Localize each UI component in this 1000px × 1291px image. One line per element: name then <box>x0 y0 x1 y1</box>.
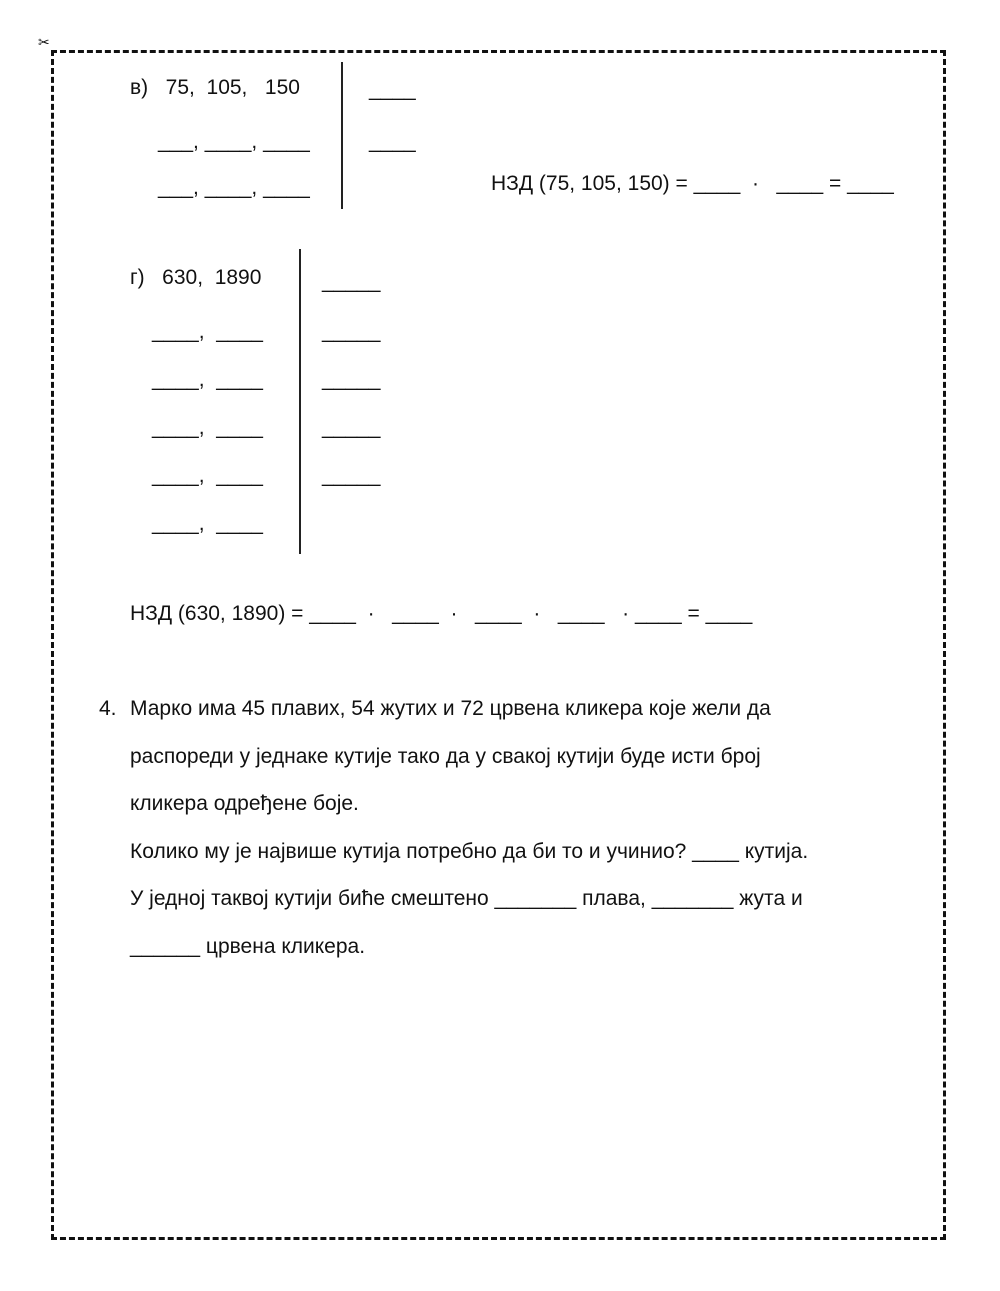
task-4-answer-line-1[interactable]: У једној таквој кутији биће смештено _______ плава, _______ жута и <box>130 887 803 910</box>
part-g-row-4[interactable]: ____, ____ <box>152 464 263 487</box>
scissors-icon: ✂ <box>38 34 50 50</box>
part-g-divisor-3[interactable]: _____ <box>322 368 381 391</box>
part-g-row-5[interactable]: ____, ____ <box>152 512 263 535</box>
part-g-divisor-2[interactable]: _____ <box>322 320 381 343</box>
part-v-gcd-equation[interactable]: НЗД (75, 105, 150) = ____ · ____ = ____ <box>491 172 894 195</box>
part-g-gcd-equation[interactable]: НЗД (630, 1890) = ____ · ____ · ____ · ____ · ____ = ____ <box>130 602 753 625</box>
part-v-divisor-2[interactable]: ____ <box>369 130 416 153</box>
part-g-row-2[interactable]: ____, ____ <box>152 368 263 391</box>
part-g-divisor-5[interactable]: _____ <box>322 464 381 487</box>
part-g-divider-line <box>299 249 301 554</box>
part-g-row-3[interactable]: ____, ____ <box>152 416 263 439</box>
task-4-line-3: кликера одређене боје. <box>130 792 359 815</box>
part-g-row-1[interactable]: ____, ____ <box>152 320 263 343</box>
part-v-row-2[interactable]: ___, ____, ____ <box>158 176 310 199</box>
task-4-question[interactable]: Колико му је највише кутија потребно да би то и учинио? ____ кутија. <box>130 840 809 863</box>
part-v-divider-line <box>341 62 343 209</box>
task-4-answer-line-2[interactable]: ______ црвена кликера. <box>130 935 366 958</box>
part-g-header: г) 630, 1890 <box>130 266 262 289</box>
task-4-line-1: Марко има 45 плавих, 54 жутих и 72 црвена кликера које жели да <box>130 697 771 720</box>
part-g-divisor-4[interactable]: _____ <box>322 416 381 439</box>
cut-out-frame <box>51 50 946 1240</box>
part-v-row-1[interactable]: ___, ____, ____ <box>158 130 310 153</box>
part-g-divisor-1[interactable]: _____ <box>322 270 381 293</box>
part-v-divisor-1[interactable]: ____ <box>369 78 416 101</box>
task-4-number: 4. <box>99 697 117 720</box>
task-4-line-2: распореди у једнаке кутије тако да у свакој кутији буде исти број <box>130 745 761 768</box>
part-v-header: в) 75, 105, 150 <box>130 76 300 99</box>
